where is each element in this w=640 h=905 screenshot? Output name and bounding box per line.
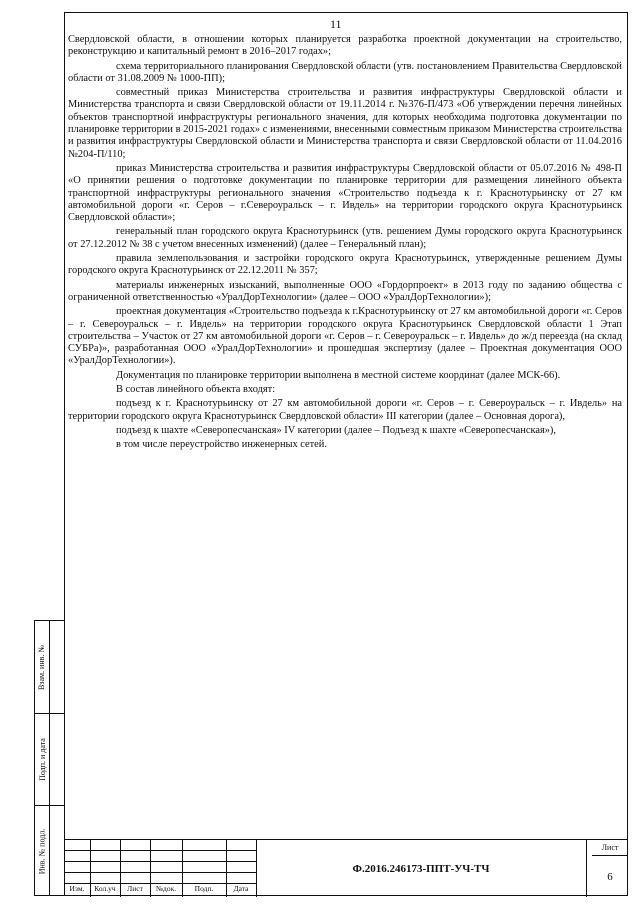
side-label-inv: Инв. № подл. (37, 828, 47, 874)
side-label-vzam: Взам. инв. № (37, 644, 47, 690)
paragraph: приказ Министерства строительства и развития инфраструктуры Свердловской области от 05.07.2016 № 498-П «О принятии решения о подготовке документации по планировке территории для размещения линейного объекта транспортной инфраструктуры регионального значения «Строительство подъезда к г. Краснотурьинску от 27 км автомобильной дороги «г. Серов – г.Североуральск – г. Ивдель» на территории городского округа Краснотурьинск Свердловской области»; (68, 162, 622, 224)
document-body (68, 34, 622, 454)
side-label-podp: Подп. и дата (37, 737, 47, 781)
col-koluch: Кол.уч (94, 884, 116, 893)
paragraph: правила землепользования и застройки городского округа Краснотурьинск, утвержденные решением Думы городского округа Краснотурьинск от 22.12.2011 № 357; (68, 253, 622, 277)
paragraph: подъезд к шахте «Северопесчанская» IV категории (далее – Подъезд к шахте «Северопесчанская»), (116, 424, 556, 436)
paragraph: в том числе переустройство инженерных сетей. (116, 439, 327, 451)
paragraph: проектная документация «Строительство подъезда к г.Краснотурьинску от 27 км автомобильной дороги «г. Серов – г. Североуральск – г. Ивдель» на территории городского округа Краснотурьинск Свердловской области 1 Этап строительства – Участок от 27 км автомобильной дороги «г. Серов – г. Североуральск – г. Ивдель» до ж/д переезда (на склад СУБРа)», разработанная ООО «УралДорТехнологии» и прошедшая экспертизу (далее – Проектная документация ООО «УралДорТехнологии»). (68, 306, 622, 367)
col-data: Дата (233, 884, 249, 893)
paragraph: Документация по планировке территории выполнена в местной системе координат (далее МСК-66). (116, 369, 561, 381)
title-block-grid (64, 840, 257, 897)
paragraph: совместный приказ Министерства строительства и развития инфраструктуры Свердловской области и Министерства транспорта и связи Свердловской области от 19.11.2014 г. №376-П/473 «Об утверждении перечня линейных объектов транспортной инфраструктуры регионального значения, для которых необходима подготовка документации по планировке территории в 2015-2021 годах» с изменениями, внесенными совместным приказом Министерства строительства и развития инфраструктуры Свердловской области и Министерства транспорта и связи Свердловской области от 11.04.2016 №204-П/110; (68, 87, 622, 160)
sheet-label: Лист (592, 840, 628, 856)
sheet-box (592, 840, 628, 897)
paragraph: генеральный план городского округа Краснотурьинск (утв. решением Думы городского округа Краснотурьинск от 27.12.2012 № 38 с учетом внесенных изменений) (далее – Генеральный план); (68, 226, 622, 250)
col-podp: Подп. (194, 884, 214, 893)
paragraph: схема территориального планирования Свердловской области (утв. постановлением Правительства Свердловской области от 31.08.2009 № 1000-ПП); (68, 60, 622, 84)
col-list: Лист (127, 884, 143, 893)
paragraph: подъезд к г. Краснотурьинску от 27 км автомобильной дороги «г. Серов – г. Североуральск – г. Ивдель» на территории городского округа Краснотурьинск Свердловской области» III категории (далее – Основная дорога), (68, 398, 622, 422)
grid-row-line (64, 850, 256, 851)
grid-row-line (64, 872, 256, 873)
sheet-number: 6 (607, 870, 613, 883)
paragraph: В состав линейного объекта входят: (116, 384, 276, 396)
binding-strip (34, 620, 64, 896)
paragraph: материалы инженерных изысканий, выполненные ООО «Гордорпроект» в 2013 году по заданию общества с ограниченной ответственностью «УралДорТехнологии» (далее – ООО «УралДорТехнологии»); (68, 279, 622, 303)
page-number: 11 (330, 17, 342, 31)
title-block (64, 839, 628, 896)
binding-cell-inv (35, 805, 49, 897)
col-izm: Изм. (69, 884, 85, 893)
binding-cell-podp (35, 713, 49, 805)
binding-cell-vzam (35, 621, 49, 713)
document-code: Ф.2016.246173-ППТ-УЧ-ТЧ (256, 840, 587, 897)
grid-row-line (64, 861, 256, 862)
col-ndok: №док. (155, 884, 177, 893)
paragraph: Свердловской области, в отношении которых планируется разработка проектной документации на строительство, реконструкцию и капитальный ремонт в 2016–2017 годах»; (68, 34, 622, 58)
